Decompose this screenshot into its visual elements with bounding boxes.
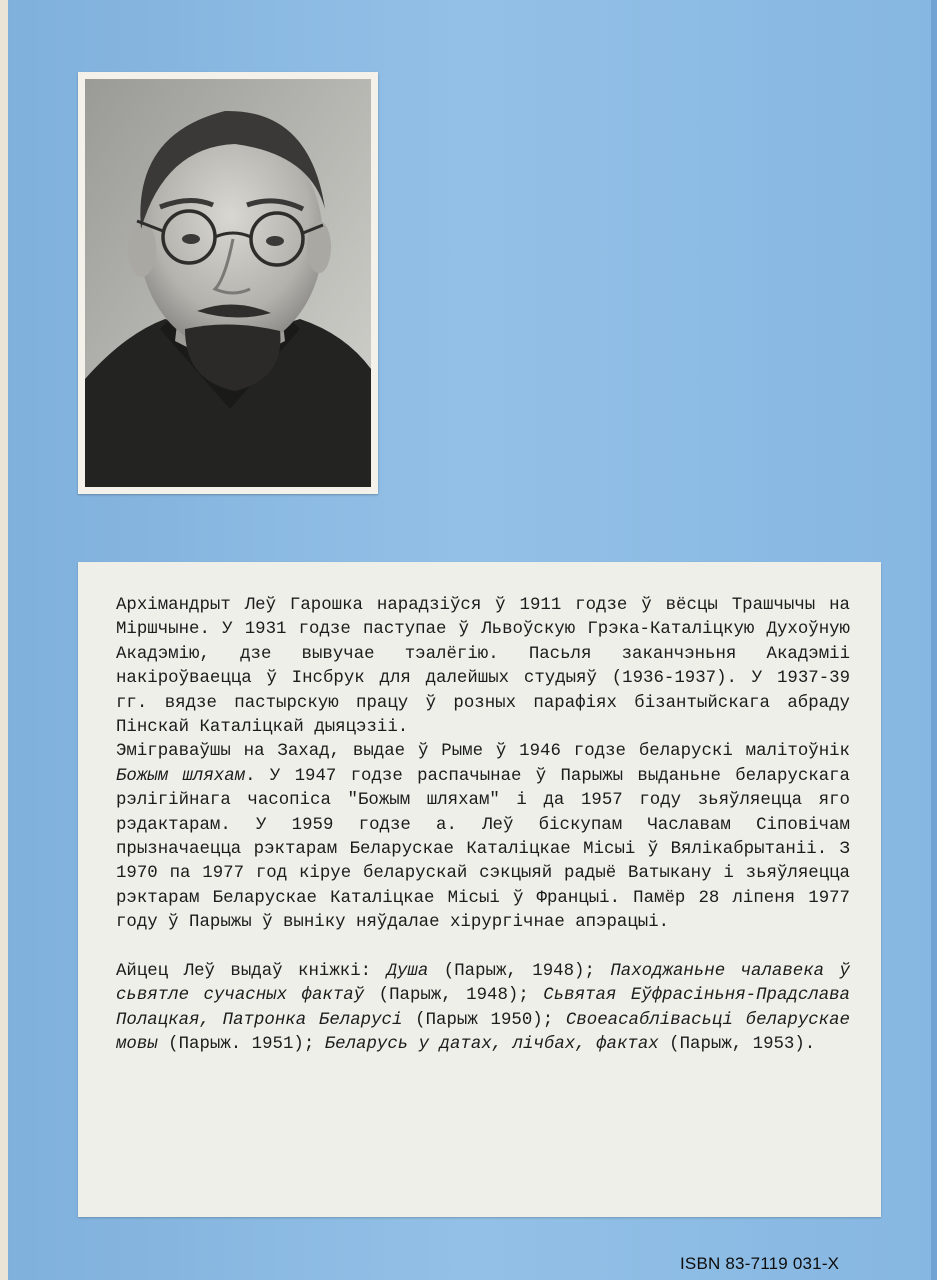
bio-text: Эміграваўшы на Захад, выдае ў Рыме ў 1946 годзе беларускі малітоўнік [116,742,850,762]
biography-text [116,594,850,1057]
book-info: (Парыж 1950); [402,1010,566,1030]
book-info: (Парыж. 1951); [157,1034,325,1054]
book-title: Паходжаньне чалавека ў сьвятле сучасных фактаў [116,961,850,1006]
books-intro: Айцец Леў выдаў кніжкі: [116,961,387,981]
bio-line: Грэка-Каталіцкую Духоўную Акадэмію, дзе вывучае тэалёгію. [116,620,850,664]
bio-line: Архімандрыт Леў Гарошка нарадзіўся ў 1911 годзе ў вёсцы [116,596,718,615]
bio-line: далейшых студыяў (1936-1937). У 1937-39 гг. вядзе [116,669,850,713]
book-title: Беларусь у датах, лічбах, фактах [324,1034,659,1054]
bio-line: Пінскай Каталіцкай дыяцэзіі. [116,718,409,738]
biography-panel [78,562,881,1217]
book-title: Своеасаблівасьці беларускае мовы [116,1010,850,1054]
book-info: (Парыж, 1948); [428,961,611,981]
book-page-edge [0,0,8,1280]
paragraph-gap [116,936,850,960]
portrait-frame [78,72,378,494]
bio-line: Трашчычы на Міршчыне. У 1931 годзе паступае ў Львоўскую [116,596,850,640]
isbn-label: ISBN 83-7119 031-X [680,1254,840,1273]
book-info: (Парыж, 1948); [364,986,544,1006]
portrait-image [85,79,371,487]
prayer-book-title: Божым шляхам [116,766,246,786]
biography-paragraph-2 [116,740,850,935]
portrait-photo [85,79,371,487]
biography-paragraph-1 [116,594,850,740]
bio-line: пастырскую працу ў розных парафіях бізантыйскага абраду [234,693,850,713]
book-title: Душа [386,961,429,981]
bio-line: Пасьля заканчэньня Акадэміі накіроўваецца ў Інсбрук для [116,644,851,689]
books-paragraph [116,960,850,1058]
bio-text: . У 1947 годзе распачынае ў Парыжы выданьне беларускага рэлігійнага часопіса "Божым шляхам" і да 1957 году зьяўляецца яго рэдактарам. У 1959 годзе а. Леў біскупам Чаславам Сіповічам прызначаецца рэктарам Беларускае Каталіцкае Місыі ў Вялікабрытаніі. З 1970 па 1977 год кіруе беларускай сэкцыяй радыё Ватыкану і зьяўляецца рэктарам Беларускае Каталіцкае Місыі ў Францыі. Памёр 28 ліпеня 1977 году ў Парыжы ў выніку няўдалае хірургічнае апэрацыі. [116,766,850,933]
book-title: Сьвятая Еўфрасіньня-Прадслава Полацкая, Патронка Беларусі [116,986,850,1030]
book-info: (Парыж, 1953). [658,1034,816,1054]
cover-right-edge [931,0,937,1280]
